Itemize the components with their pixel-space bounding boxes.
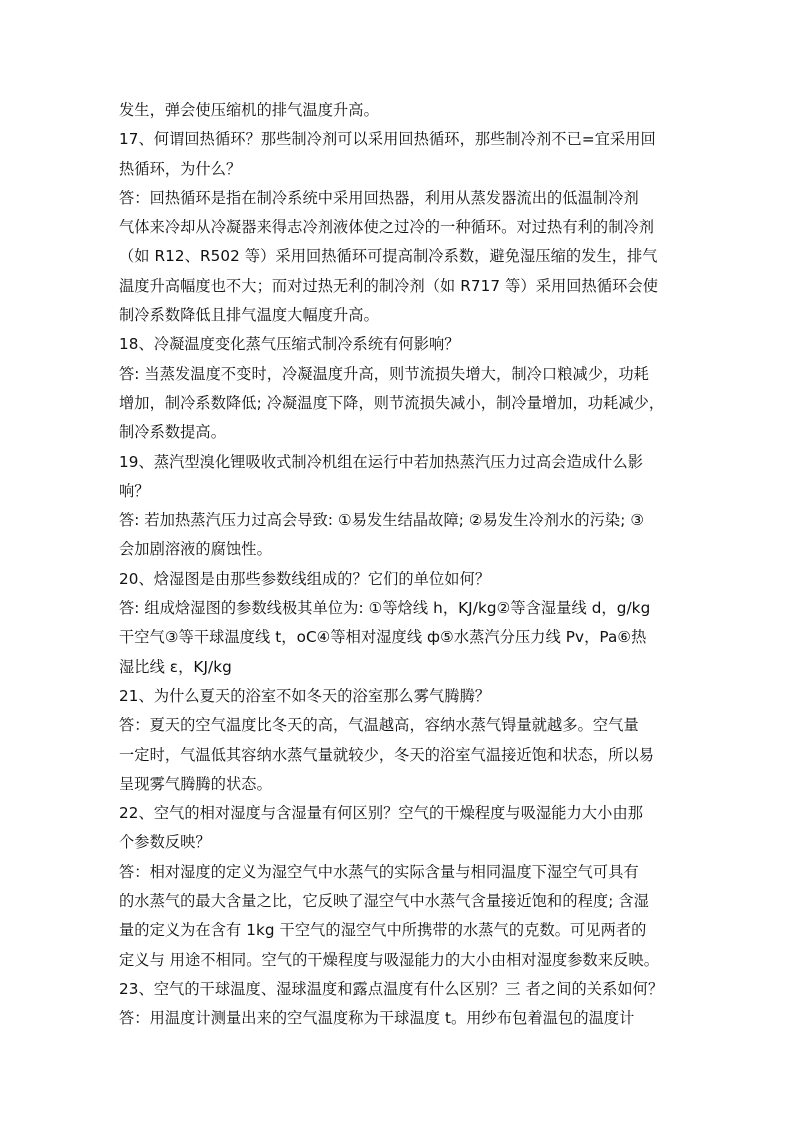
text-line: 定义与 用途不相同。空气的干燥程度与吸湿能力的大小由相对湿度参数来反映。 bbox=[119, 950, 659, 969]
question-22-heading: 22、空气的相对湿度与含湿量有何区别？空气的干燥程度与吸湿能力大小由那 bbox=[119, 804, 644, 823]
text-line: 制冷系数降低且排气温度大幅度升高。 bbox=[119, 306, 379, 325]
document-body bbox=[119, 96, 679, 1034]
text-line: （如 R12、R502 等）采用回热循环可提高制冷系数，避免湿压缩的发生，排气 bbox=[119, 247, 658, 266]
text-line: 响？ bbox=[119, 481, 150, 500]
text-line: 热循环，为什么？ bbox=[119, 159, 242, 178]
text-line: 的水蒸气的最大含量之比，它反映了湿空气中水蒸气含量接近饱和的程度; 含湿 bbox=[119, 892, 649, 911]
answer-22-text: 答：相对湿度的定义为湿空气中水蒸气的实际含量与相同温度下湿空气可具有 bbox=[119, 862, 639, 881]
question-20-heading: 20、焓湿图是由那些参数线组成的？它们的单位如何？ bbox=[119, 569, 491, 588]
question-19-heading: 19、蒸汽型溴化锂吸收式制冷机组在运行中若加热蒸汽压力过高会造成什么影 bbox=[119, 452, 644, 471]
text-line: 温度升高幅度也不大；而对过热无利的制冷剂（如 R717 等）采用回热循环会使 bbox=[119, 276, 658, 295]
text-line: 气体来冷却从冷凝器来得志冷剂液体使之过冷的一种循环。对过热有利的制冷剂 bbox=[119, 218, 655, 237]
text-line: 干空气③等干球温度线 t，oC④等相对湿度线 ф⑤水蒸汽分压力线 Pv，Pa⑥热 bbox=[119, 628, 647, 647]
text-line: 会加剧溶液的腐蚀性。 bbox=[119, 540, 272, 559]
answer-21-text: 答：夏天的空气温度比冬天的高，气温越高，容纳水蒸气锝量就越多。空气量 bbox=[119, 716, 639, 735]
answer-19-text: 答: 若加热蒸汽压力过高会导致: ①易发生结晶故障; ②易发生冷剂水的污染; ③ bbox=[119, 511, 645, 530]
text-line: 呈现雾气腾腾的状态。 bbox=[119, 774, 272, 793]
answer-17-text: 答：回热循环是指在制冷系统中采用回热器，利用从蒸发器流出的低温制冷剂 bbox=[119, 188, 639, 207]
answer-20-text: 答: 组成焓湿图的参数线极其单位为: ①等焓线 h，KJ/kg②等含湿量线 d，g/kg bbox=[119, 599, 651, 618]
question-21-heading: 21、为什么夏天的浴室不如冬天的浴室那么雾气腾腾？ bbox=[119, 686, 491, 705]
question-18-heading: 18、冷凝温度变化蒸气压缩式制冷系统有何影响？ bbox=[119, 335, 460, 354]
text-line: 一定时，气温低其容纳水蒸气量就较少，冬天的浴室气温接近饱和状态，所以易 bbox=[119, 745, 655, 764]
text-line: 湿比线 ε，KJ/kg bbox=[119, 657, 232, 676]
text-line: 个参数反映？ bbox=[119, 833, 211, 852]
answer-23-text: 答：用温度计测量出来的空气温度称为干球温度 t。用纱布包着温包的温度计 bbox=[119, 1009, 635, 1028]
text-line: 发生，弹会使压缩机的排气温度升高。 bbox=[119, 101, 379, 119]
question-23-heading: 23、空气的干球温度、湿球温度和露点温度有什么区别？三 者之间的关系如何？ bbox=[119, 979, 664, 998]
text-line: 量的定义为在含有 1kg 干空气的湿空气中所携带的水蒸气的克数。可见两者的 bbox=[119, 921, 647, 940]
text-line: 增加，制冷系数降低; 冷凝温度下降，则节流损失减小，制冷量增加，功耗减少， bbox=[119, 393, 665, 412]
question-17-heading: 17、何谓回热循环？那些制冷剂可以采用回热循环，那些制冷剂不已=宜采用回 bbox=[119, 130, 656, 149]
answer-18-text: 答: 当蒸发温度不变时，冷凝温度升高，则节流损失增大，制冷口粮减少，功耗 bbox=[119, 364, 649, 383]
text-line: 制冷系数提高。 bbox=[119, 423, 227, 442]
